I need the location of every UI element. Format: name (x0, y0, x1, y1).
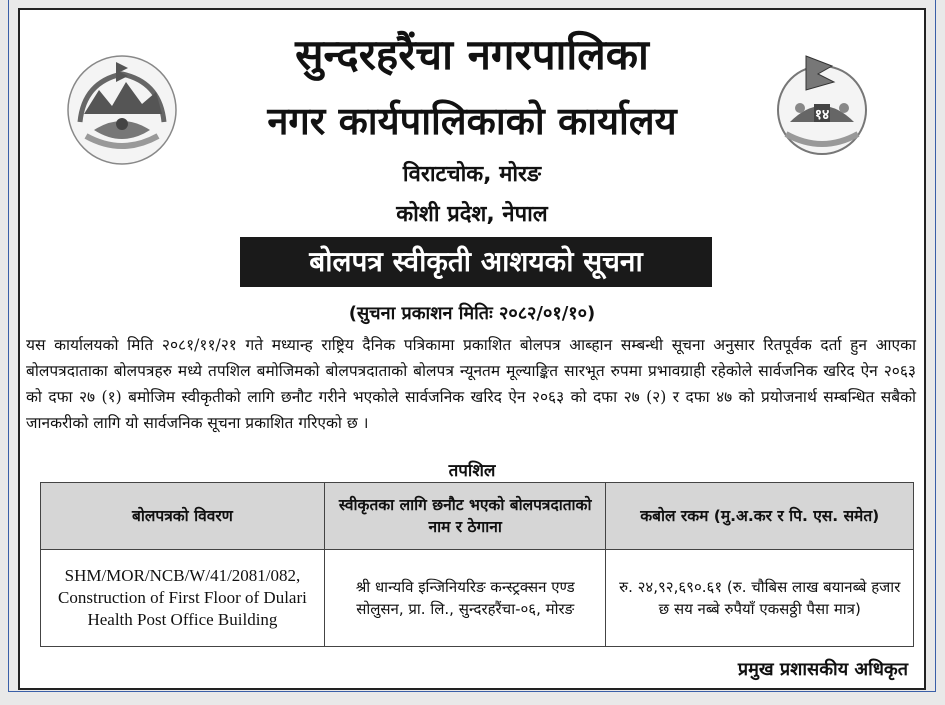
column-header-bidder: स्वीकृतका लागि छनौट भएको बोलपत्रदाताको नाम र ठेगाना (324, 483, 606, 550)
table-row (41, 550, 914, 647)
office-name: नगर कार्यपालिकाको कार्यालय (267, 99, 677, 143)
column-header-amount: कबोल रकम (मु.अ.कर र पि. एस. समेत) (606, 483, 914, 550)
bid-description: SHM/MOR/NCB/W/41/2081/082, Construction of First Floor of Dulari Health Post Office Building (41, 550, 325, 647)
publication-date: (सुचना प्रकाशन मितिः २०८२/०१/१०) (348, 303, 596, 324)
notice-title-banner: बोलपत्र स्वीकृती आशयको सूचना (240, 237, 712, 287)
bidder-name-address: श्री धान्यवि इन्जिनियरिङ कन्स्ट्रक्सन एण्ड सोलुसन, प्रा. लि., सुन्दरहरैंचा-०६, मोरङ (324, 550, 606, 647)
notice-document (18, 8, 926, 690)
bid-amount: रु. २४,९२,६९०.६१ (रु. चौबिस लाख बयानब्बे हजार छ सय नब्बे रुपैयाँ एकसठ्ठी पैसा मात्र) (606, 550, 914, 647)
column-header-description: बोलपत्रको विवरण (41, 483, 325, 550)
details-heading: तपशिल (448, 461, 496, 481)
bid-details-table (40, 482, 914, 647)
notice-body: यस कार्यालयको मिति २०८१/११/२१ गते मध्यान्ह राष्ट्रिय दैनिक पत्रिकामा प्रकाशित बोलपत्र आब्हान सम्बन्धी सूचना अनुसार रितपूर्वक दर्ता हुन आएका बोलपत्रदाताका बोलपत्रहरु मध्ये तपशिल बमोजिमको बोलपत्रदाताको बोलपत्र न्यूनतम मूल्याङ्कित सारभूत रुपमा प्रभावग्राही रहेकोले सार्वजनिक खरिद ऐन २०६३ को दफा २७ (१) बमोजिम स्वीकृतीको लागि छनौट गरीने भएकोले सार्वजनिक खरिद ऐन २०६३ को दफा २७ (२) र दफा ४७ को प्रयोजनार्थ सम्बन्धित सबैको जानकरीको लागि यो सार्वजनिक सूचना प्रकाशित गरिएको छ । (26, 336, 916, 432)
address-line-2: कोशी प्रदेश, नेपाल (396, 202, 548, 227)
municipality-name: सुन्दरहरैंचा नगरपालिका (295, 30, 649, 79)
logo-number: १४ (814, 107, 830, 123)
signature-title: प्रमुख प्रशासकीय अधिकृत (737, 659, 908, 680)
address-line-1: विराटचोक, मोरङ (402, 162, 542, 187)
table-header-row (41, 483, 914, 550)
